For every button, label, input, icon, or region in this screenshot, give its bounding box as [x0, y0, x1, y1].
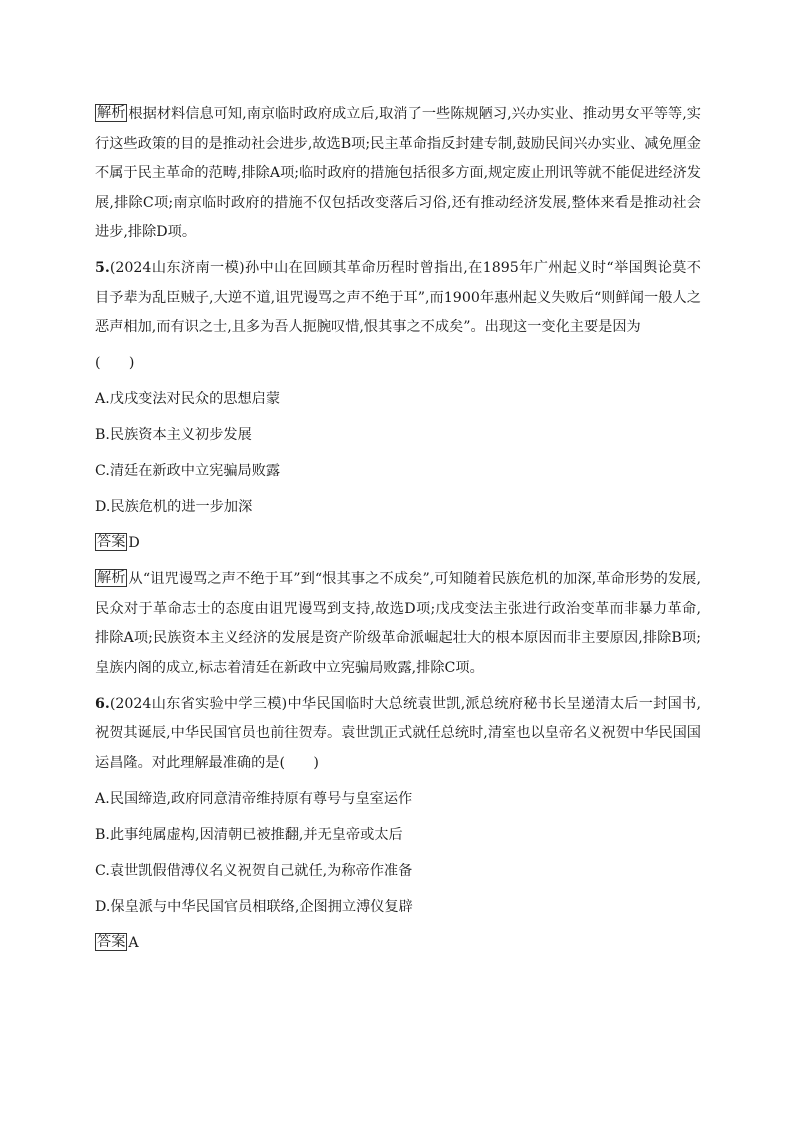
question-number: 5.: [95, 260, 110, 276]
question-5-stem: [95, 254, 701, 343]
q6-option-d: D.保皇派与中华民国官员相联络,企图拥立溥仪复辟: [95, 898, 413, 915]
q5-answer: [95, 529, 701, 559]
answer-tag: 答案: [97, 933, 126, 950]
q6-option-a: A.民国缔造,政府同意清帝维持原有尊号与皇室运作: [95, 790, 413, 807]
q6-option-b: B.此事纯属虚构,因清朝已被推翻,并无皇帝或太后: [95, 826, 403, 843]
question-text: (2024山东济南一模)孙中山在回顾其革命历程时曾指出,在1895年广州起义时“举国舆论莫不目予辈为乱臣贼子,大逆不道,诅咒谩骂之声不绝于耳”,而1900年惠州起义失败后“则鲜闻一般人之恶声相加,而有识之士,且多为吾人扼腕叹惜,恨其事之不成矣”。出现这一变化主要是因为: [95, 260, 701, 335]
analysis-text: 根据材料信息可知,南京临时政府成立后,取消了一些陈规陋习,兴办实业、推动男女平等等,实行这些政策的目的是推动社会进步,故选B项;民主革命指反封建专制,鼓励民间兴办实业、减免厘金不属于民主革命的范畴,排除A项;临时政府的措施包括很多方面,规定废止刑讯等就不能促进经济发展,排除C项;南京临时政府的措施不仅包括改变落后习俗,还有推动经济发展,整体来看是推动社会进步,排除D项。: [95, 106, 701, 240]
q6-answer: [95, 929, 701, 959]
q5-option-d: D.民族危机的进一步加深: [95, 499, 253, 515]
question-6-stem: [95, 690, 701, 779]
q5-analysis: [95, 565, 701, 683]
document-page: [95, 100, 701, 958]
analysis-tag: 解析: [97, 570, 126, 586]
analysis-tag: 解析: [97, 105, 126, 121]
q5-option-c: C.清廷在新政中立宪骗局败露: [95, 463, 281, 479]
question-number: 6.: [95, 695, 110, 712]
answer-value: A: [128, 934, 139, 951]
q5-option-a: A.戊戌变法对民众的思想启蒙: [95, 391, 281, 407]
answer-blank: ( ): [279, 754, 319, 771]
answer-blank: ( ): [95, 355, 135, 371]
q5-option-b: B.民族资本主义初步发展: [95, 427, 252, 443]
analysis-text: 从“诅咒谩骂之声不绝于耳”到“恨其事之不成矣”,可知随着民族危机的加深,革命形势的发展,民众对于革命志士的态度由诅咒谩骂到支持,故选D项;戊戌变法主张进行政治变革而非暴力革命,排除A项;民族资本主义经济的发展是资产阶级革命派崛起壮大的根本原因而非主要原因,排除B项;皇族内阁的成立,标志着清廷在新政中立宪骗局败露,排除C项。: [95, 571, 701, 676]
q6-option-c: C.袁世凯假借溥仪名义祝贺自己就任,为称帝作准备: [95, 862, 413, 879]
question-text: (2024山东省实验中学三模)中华民国临时大总统袁世凯,派总统府秘书长呈递清太后一封国书,祝贺其诞辰,中华民国官员也前往贺寿。袁世凯正式就任总统时,清室也以皇帝名义祝贺中华民国国运昌隆。对此理解最准确的是: [95, 695, 701, 771]
answer-tag: 答案: [97, 534, 126, 550]
answer-value: D: [128, 535, 140, 551]
question-5-blank: [95, 349, 701, 379]
analysis-paragraph-q4: [95, 100, 701, 248]
